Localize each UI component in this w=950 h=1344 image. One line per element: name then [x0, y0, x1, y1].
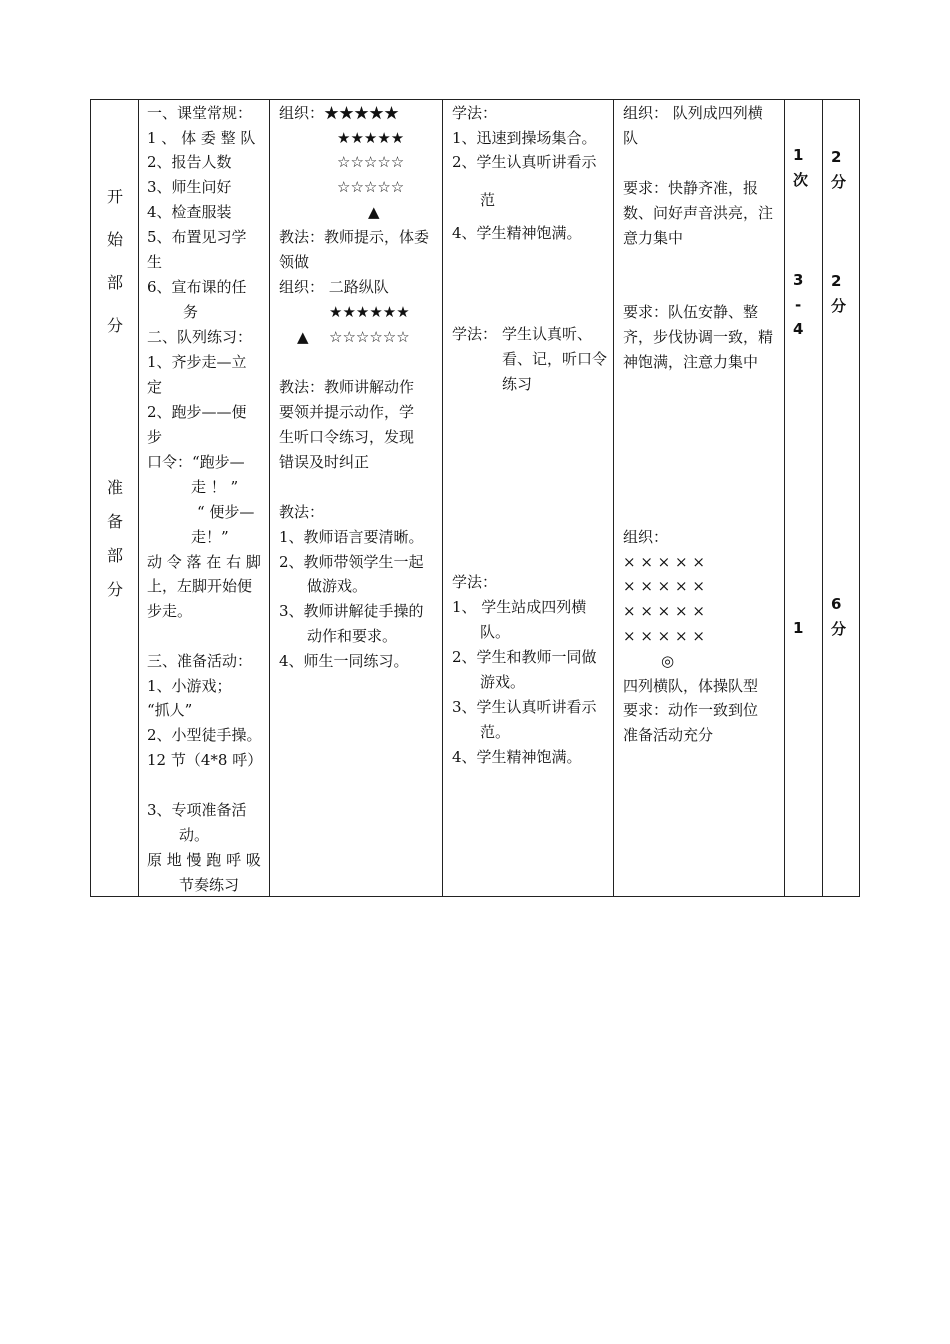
triangle-icon: ▲ [368, 203, 380, 221]
teacher-line: ☆☆☆☆☆☆ [329, 328, 410, 346]
content-line: 动 令 落 在 右 脚 [147, 553, 261, 571]
content-line: “抓人” [147, 701, 193, 719]
formation-row: × × × × × [623, 553, 705, 571]
content-line: 步走。 [147, 602, 193, 620]
formation-row: × × × × × [623, 627, 705, 645]
content-line: 2、报告人数 [147, 153, 232, 171]
formation-row: × × × × × [623, 577, 705, 595]
student-line: 4、学生精神饱满。 [452, 224, 582, 242]
teacher-line: 教法：教师讲解动作 [279, 378, 415, 396]
times-column [785, 100, 823, 896]
content-line: 节奏练习 [179, 876, 240, 894]
triangle-icon: ▲ [297, 328, 309, 346]
section-start [102, 175, 128, 347]
teacher-column [270, 100, 443, 896]
content-line: 定 [147, 378, 163, 396]
content-line: 上，左脚开始便 [147, 577, 253, 595]
content-line: 二、队列练习： [147, 328, 253, 346]
org-line: 齐，步伐协调一致，精 [623, 328, 774, 346]
teacher-line: 做游戏。 [307, 577, 368, 595]
content-line: 1 、 体 委 整 队 [147, 129, 256, 147]
content-line: 5、布置见习学 [147, 228, 247, 246]
content-line: 4、检查服装 [147, 203, 232, 221]
content-line: 3、专项准备活 [147, 801, 247, 819]
student-line: 游戏。 [480, 673, 526, 691]
student-line: 练习 [502, 375, 533, 393]
times-unit: 次 [793, 171, 809, 189]
content-line: 2、小型徒手操。 [147, 726, 262, 744]
formation-row: × × × × × [623, 602, 705, 620]
content-line: 一、课堂常规： [147, 104, 253, 122]
org-line: 四列横队，体操队型 [623, 677, 759, 695]
student-line: 看、记，听口令 [502, 350, 608, 368]
content-line: 务 [183, 303, 199, 321]
content-line: 1、小游戏； [147, 677, 232, 695]
times-value: 4 [793, 320, 804, 338]
content-line: 步 [147, 428, 163, 446]
teacher-line: 领做 [279, 253, 310, 271]
content-line: 2、跑步——便 [147, 403, 247, 421]
org-line: 队 [623, 129, 639, 147]
org-line: 准备活动充分 [623, 726, 714, 744]
org-line: 组织： 队列成四列横 [623, 104, 763, 122]
teacher-line: 错误及时纠正 [279, 453, 370, 471]
teacher-line: 生听口令练习，发现 [279, 428, 415, 446]
duration-value: 2 [831, 272, 842, 290]
teacher-line: 要领并提示动作，学 [279, 403, 415, 421]
section-char: 部 [106, 273, 123, 292]
student-column [443, 100, 614, 896]
student-line: 4、学生精神饱满。 [452, 748, 582, 766]
org-line: 要求：队伍安静、整 [623, 303, 759, 321]
student-line: 1、迅速到操场集合。 [452, 129, 597, 147]
teacher-position-icon: ◎ [661, 652, 675, 670]
student-line: 学生认真听、 [502, 325, 593, 343]
org-line: 数、问好声音洪亮，注 [623, 204, 774, 222]
content-line: 走 ！ ” [191, 478, 239, 496]
student-line: 学法： [452, 325, 498, 343]
section-char: 部 [106, 546, 123, 565]
teacher-line: ★★★★★★ [329, 303, 410, 321]
content-line: 生 [147, 253, 163, 271]
teacher-line: 1、教师语言要清晰。 [279, 528, 424, 546]
teacher-line: 教法：教师提示，体委 [279, 228, 430, 246]
student-line: 学法： [452, 573, 498, 591]
content-column [139, 100, 270, 896]
org-line: 要求：快静齐准，报 [623, 179, 759, 197]
student-line: 2、学生认真听讲看示 [452, 153, 597, 171]
student-line: 2、学生和教师一同做 [452, 648, 597, 666]
teacher-line: 动作和要求。 [307, 627, 398, 645]
organization-column [614, 100, 785, 896]
duration-value: 2 [831, 148, 842, 166]
student-line: 学法： [452, 104, 498, 122]
org-line: 要求：动作一致到位 [623, 701, 759, 719]
content-line: 三、准备活动： [147, 652, 253, 670]
times-value: 1 [793, 619, 804, 637]
student-line: 范 [480, 191, 496, 209]
org-line: 意力集中 [623, 229, 684, 247]
duration-unit: 分 [831, 620, 847, 638]
org-line: 组织： [623, 528, 669, 546]
content-line: 1、齐步走—立 [147, 353, 247, 371]
teacher-line: ☆☆☆☆☆ [337, 178, 405, 196]
content-line: 口令：“跑步— [147, 453, 245, 471]
student-line: 1、 学生站成四列横 [452, 598, 587, 616]
section-char: 开 [106, 187, 123, 206]
content-line: 6、宣布课的任 [147, 278, 247, 296]
content-line: 走！” [191, 528, 229, 546]
content-line: “ 便步— [197, 503, 255, 521]
section-char: 始 [106, 230, 123, 249]
student-line: 范。 [480, 723, 511, 741]
duration-unit: 分 [831, 297, 847, 315]
duration-unit: 分 [831, 173, 847, 191]
section-char: 准 [106, 478, 123, 497]
section-char: 备 [106, 512, 123, 531]
teacher-line: 组织：★★★★★ [279, 104, 400, 122]
teacher-line: 3、教师讲解徒手操的 [279, 602, 424, 620]
times-value: 3 [793, 271, 804, 289]
section-column [91, 100, 139, 896]
student-line: 队。 [480, 623, 511, 641]
content-line: 原 地 慢 跑 呼 吸 [147, 851, 261, 869]
content-line: 12 节（4*8 呼） [147, 751, 263, 769]
content-line: 3、师生问好 [147, 178, 232, 196]
teacher-line: ★★★★★ [337, 129, 405, 147]
content-line: 动。 [179, 826, 210, 844]
times-dash: - [795, 296, 802, 314]
duration-value: 6 [831, 595, 842, 613]
times-value: 1 [793, 146, 804, 164]
student-line: 3、学生认真听讲看示 [452, 698, 597, 716]
teacher-line: 教法： [279, 503, 325, 521]
section-char: 分 [106, 580, 123, 599]
org-line: 神饱满，注意力集中 [623, 353, 759, 371]
lesson-plan-table [90, 99, 860, 897]
teacher-line: 2、教师带领学生一起 [279, 553, 424, 571]
teacher-line: ☆☆☆☆☆ [337, 153, 405, 171]
teacher-line: 4、师生一同练习。 [279, 652, 409, 670]
section-char: 分 [106, 316, 123, 335]
section-prep [102, 471, 128, 607]
teacher-line: 组织： 二路纵队 [279, 278, 389, 296]
duration-column [823, 100, 861, 896]
